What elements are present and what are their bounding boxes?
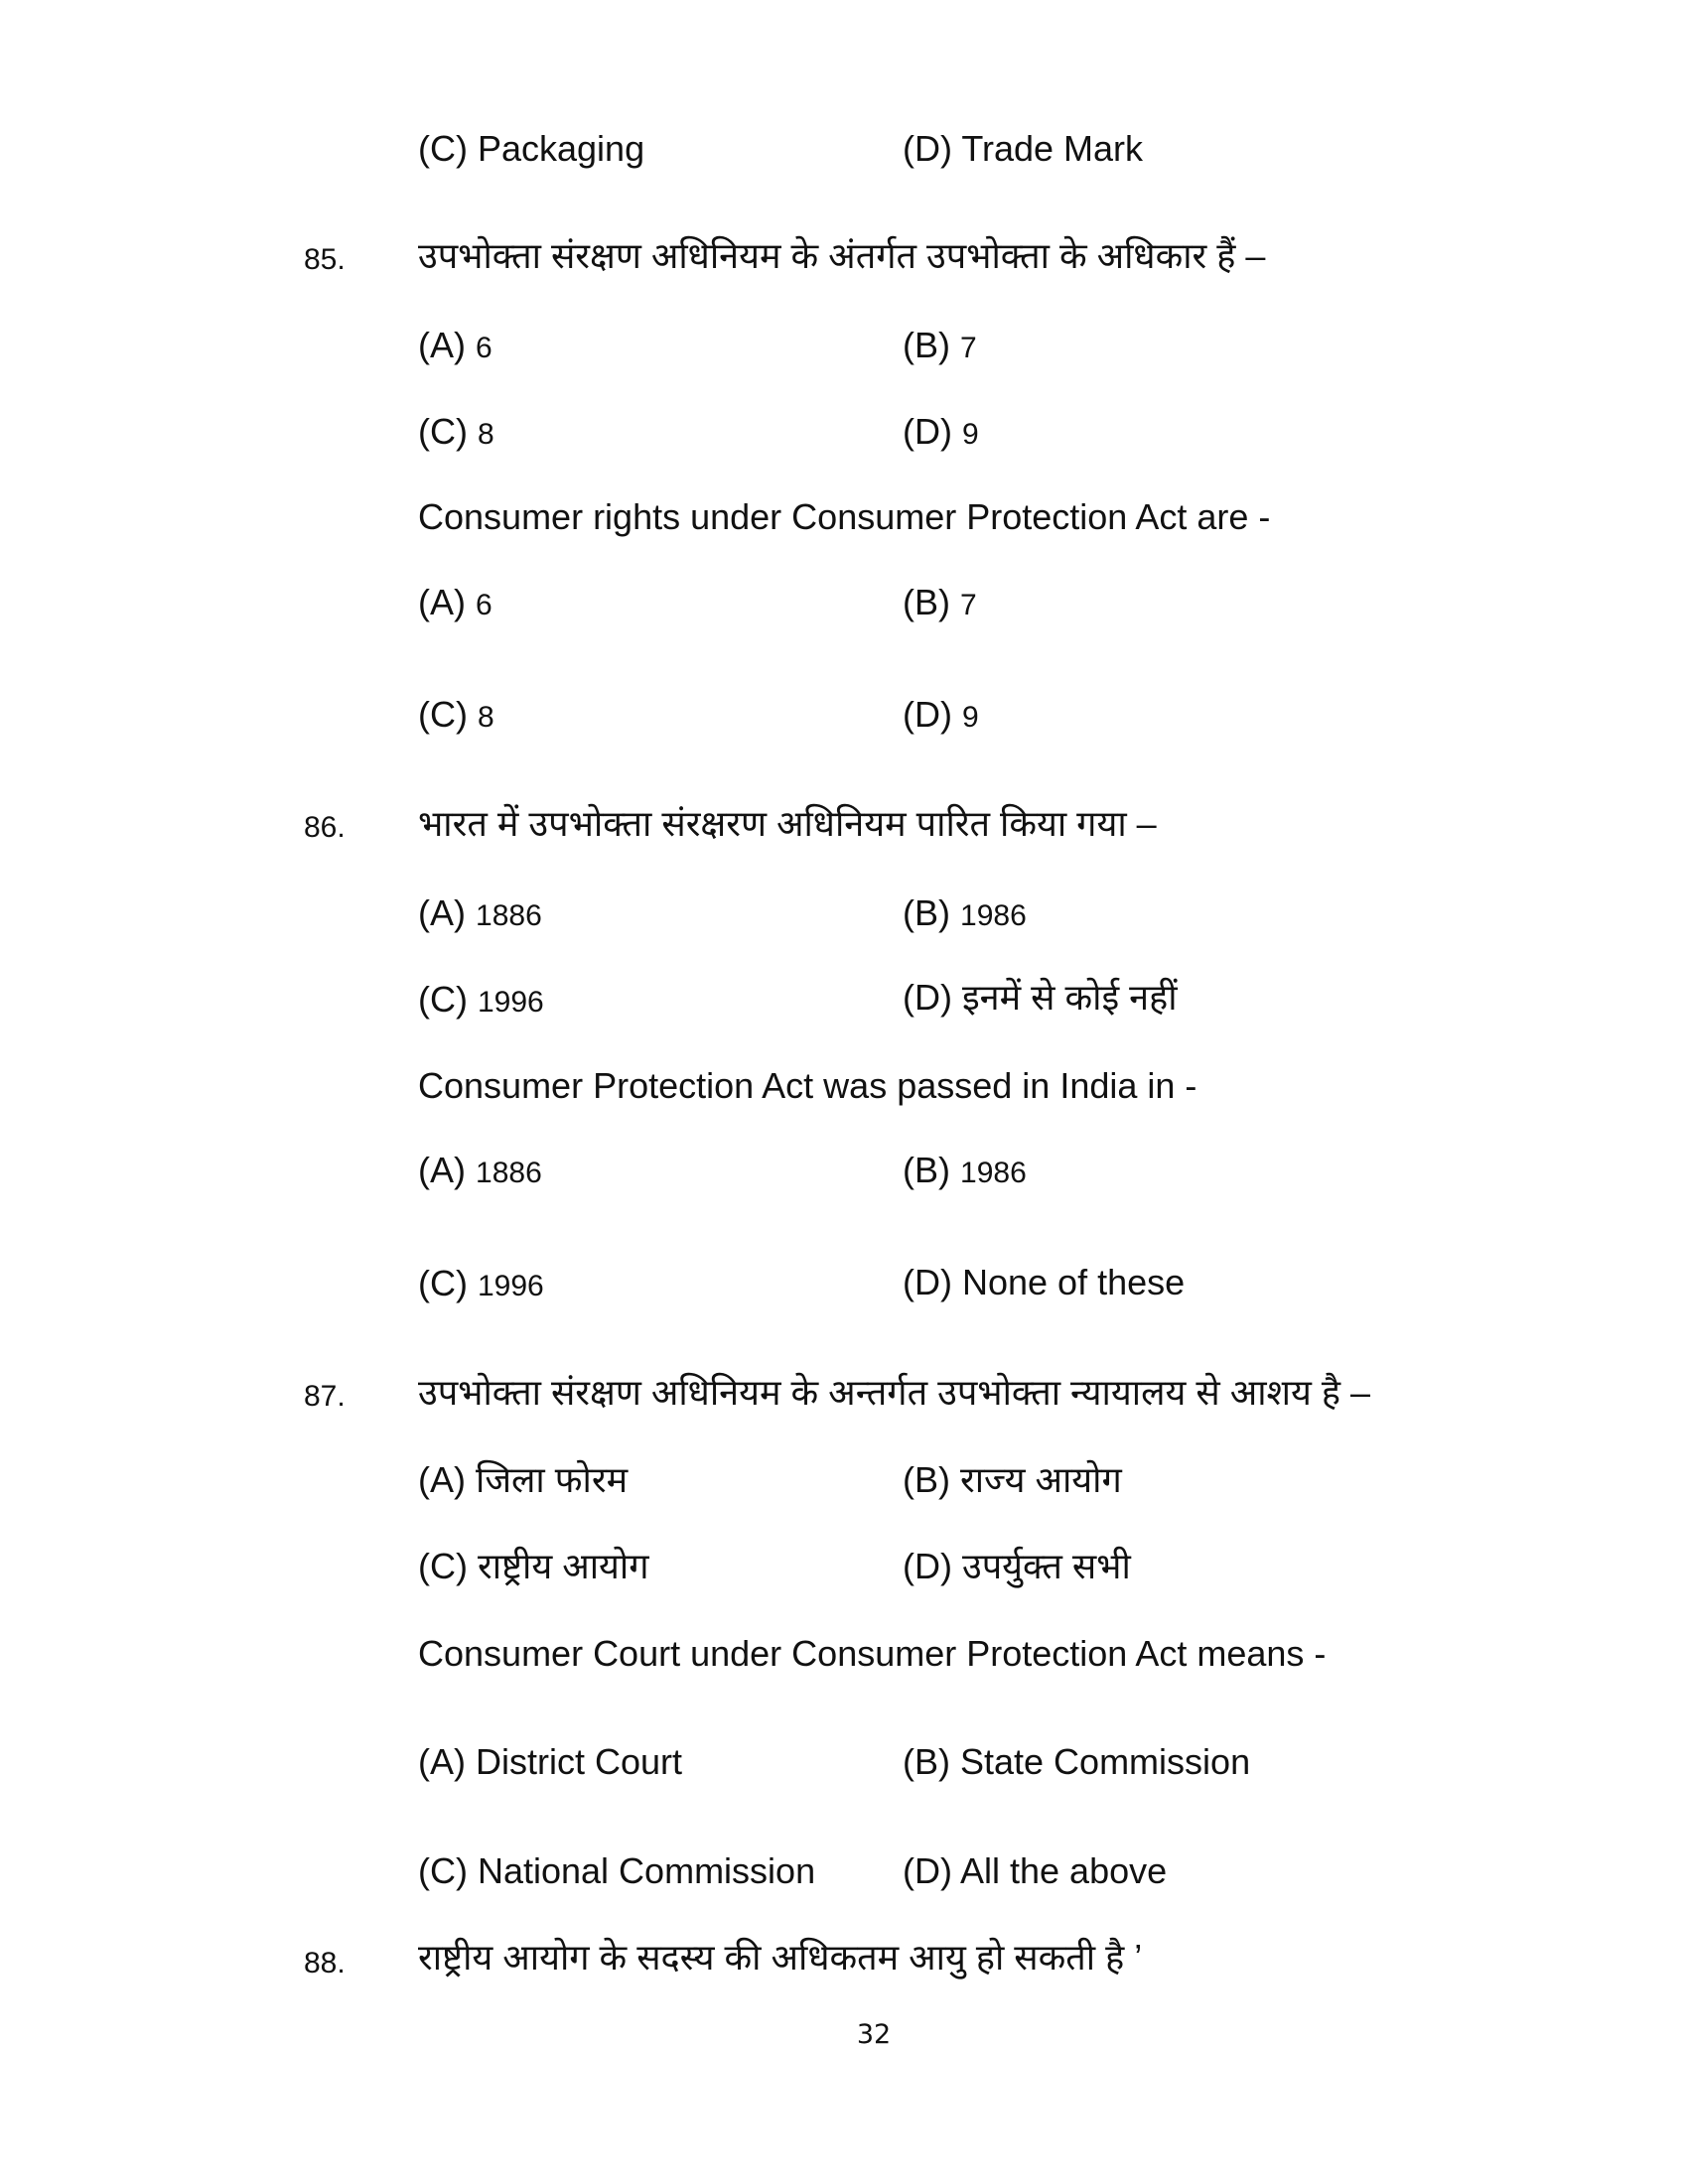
option-d: (D) All the above [903, 1850, 1168, 1891]
question-text-hindi: उपभोक्ता संरक्षण अधिनियम के अन्तर्गत उपभोक्ता न्यायालय से आशय है – [418, 1372, 1370, 1413]
option-label: (B) [903, 582, 950, 622]
option-value: 1886 [476, 1157, 542, 1189]
option-value: 1886 [476, 899, 542, 932]
option-value: 8 [478, 701, 494, 734]
question-text-hindi: राष्ट्रीय आयोग के सदस्य की अधिकतम आयु हो सकती है ’ [418, 1937, 1143, 1978]
option-d: (D) Trade Mark [903, 128, 1144, 169]
option-a: (A) जिला फोरम [418, 1459, 629, 1500]
question-number: 87. [304, 1380, 346, 1413]
option-b [903, 581, 977, 627]
option-label: (A) [418, 582, 466, 622]
option-label: (B) [903, 325, 950, 365]
option-b: (B) State Commission [903, 1741, 1251, 1782]
option-label: (C) [418, 411, 468, 452]
page-number: 32 [856, 2019, 892, 2050]
option-c: (C) National Commission [418, 1850, 816, 1891]
option-label: (B) [903, 892, 950, 933]
option-a [418, 581, 492, 627]
option-d: (D) इनमें से कोई नहीं [903, 977, 1178, 1018]
question-number: 85. [304, 243, 346, 276]
option-label: (B) [903, 1150, 950, 1190]
option-a [418, 891, 542, 938]
option-value: 1996 [478, 986, 544, 1019]
option-value: 6 [476, 332, 492, 364]
option-label: (A) [418, 325, 466, 365]
option-c [418, 978, 544, 1024]
option-c: (C) Packaging [418, 128, 645, 169]
option-value: 7 [960, 589, 977, 621]
option-label: (A) [418, 892, 466, 933]
option-value: 1996 [478, 1270, 544, 1302]
option-d [903, 693, 979, 740]
option-label: (C) [418, 979, 468, 1020]
option-c [418, 1262, 544, 1308]
question-text-english: Consumer Court under Consumer Protection Act means - [418, 1633, 1327, 1674]
option-value: 7 [960, 332, 977, 364]
question-text-english: Consumer rights under Consumer Protection Act are - [418, 496, 1271, 537]
option-value: 9 [962, 418, 979, 451]
option-a [418, 324, 492, 370]
option-label: (C) [418, 1263, 468, 1303]
option-c [418, 693, 494, 740]
option-value: 9 [962, 701, 979, 734]
option-label: (C) [418, 694, 468, 735]
option-b [903, 324, 977, 370]
option-value: 8 [478, 418, 494, 451]
option-value: 1986 [960, 899, 1027, 932]
option-b: (B) राज्य आयोग [903, 1459, 1122, 1500]
option-label: (D) [903, 411, 952, 452]
question-number: 86. [304, 811, 346, 844]
option-value: 6 [476, 589, 492, 621]
option-a: (A) District Court [418, 1741, 683, 1782]
option-c [418, 410, 494, 457]
question-text-hindi: भारत में उपभोक्ता संरक्षरण अधिनियम पारित किया गया – [418, 803, 1157, 844]
option-c: (C) राष्ट्रीय आयोग [418, 1546, 649, 1586]
option-label: (D) [903, 694, 952, 735]
option-a [418, 1149, 542, 1195]
option-d: (D) None of these [903, 1262, 1186, 1302]
question-text-english: Consumer Protection Act was passed in India in - [418, 1065, 1197, 1106]
option-label: (A) [418, 1150, 466, 1190]
option-value: 1986 [960, 1157, 1027, 1189]
option-b [903, 891, 1027, 938]
question-number: 88. [304, 1947, 346, 1979]
option-d [903, 410, 979, 457]
option-b [903, 1149, 1027, 1195]
question-text-hindi: उपभोक्ता संरक्षण अधिनियम के अंतर्गत उपभोक्ता के अधिकार हैं – [418, 235, 1266, 276]
option-d: (D) उपर्युक्त सभी [903, 1546, 1131, 1586]
